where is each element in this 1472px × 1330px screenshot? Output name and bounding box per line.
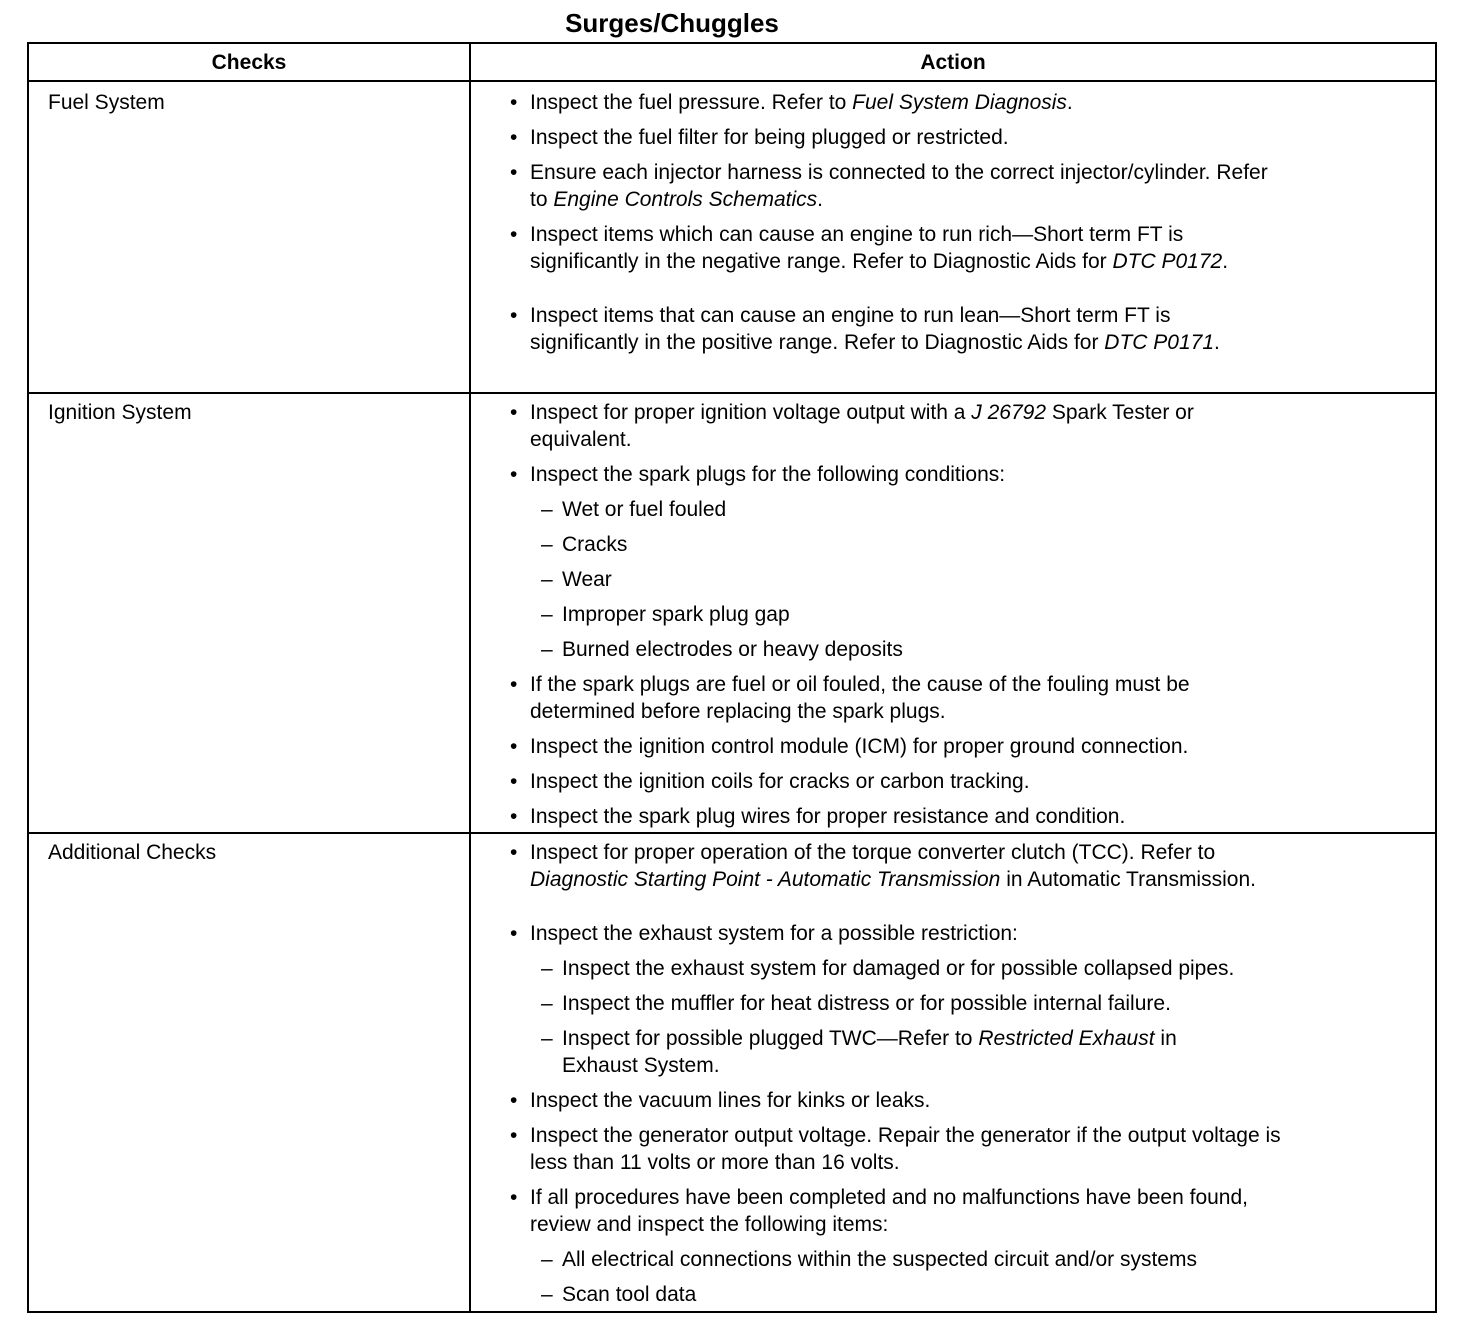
check-label: Fuel System: [48, 91, 165, 114]
bullet-icon: •: [510, 673, 518, 696]
bullet-icon: •: [510, 805, 518, 828]
text-segment: in Automatic Transmission.: [1000, 868, 1256, 891]
action-list: [510, 89, 1435, 364]
bullet-icon: •: [510, 126, 518, 149]
list-item: [510, 399, 1435, 453]
sub-list-item: [510, 1281, 1435, 1308]
text-segment: Cracks: [562, 533, 628, 556]
dash-icon: –: [541, 1027, 553, 1050]
text-segment: If the spark plugs are fuel or oil fouled, the cause of the fouling must be: [530, 673, 1190, 696]
text-line: [530, 920, 1435, 947]
text-segment: Ensure each injector harness is connected to the correct injector/cylinder. Refer: [530, 161, 1268, 184]
bullet-icon: •: [510, 841, 518, 864]
text-line: [530, 1122, 1435, 1149]
text-segment: .: [1214, 331, 1220, 354]
sub-list-item: [510, 955, 1435, 982]
text-line: [562, 496, 1435, 523]
dash-icon: –: [541, 992, 553, 1015]
text-segment: Exhaust System.: [562, 1054, 720, 1077]
text-segment: Inspect the generator output voltage. Repair the generator if the output voltage is: [530, 1124, 1281, 1147]
text-segment: Burned electrodes or heavy deposits: [562, 638, 903, 661]
text-segment: Spark Tester or: [1046, 401, 1194, 424]
text-line: [562, 1246, 1435, 1273]
sub-list-item: [510, 1246, 1435, 1273]
text-line: [562, 955, 1435, 982]
list-item: [510, 1087, 1435, 1114]
text-line: [562, 566, 1435, 593]
text-line: [562, 990, 1435, 1017]
table-row: [29, 392, 1435, 834]
text-line: [530, 329, 1435, 356]
dash-icon: –: [541, 638, 553, 661]
text-segment: Inspect the fuel pressure. Refer to: [530, 91, 853, 114]
text-line: [562, 1281, 1435, 1308]
text-segment: .: [1222, 250, 1229, 273]
text-line: [562, 1052, 1435, 1079]
bullet-icon: •: [510, 304, 518, 327]
bullet-icon: •: [510, 463, 518, 486]
list-item: [510, 221, 1435, 275]
action-list: [510, 839, 1435, 1316]
text-line: [530, 768, 1435, 795]
text-segment: Inspect items which can cause an engine to run rich—Short term FT is: [530, 223, 1184, 246]
text-segment: Inspect for possible plugged TWC—Refer to: [562, 1027, 979, 1050]
text-line: [530, 399, 1435, 426]
text-segment: significantly in the positive range. Refer to Diagnostic Aids for: [530, 331, 1105, 354]
text-segment: less than 11 volts or more than 16 volts.: [530, 1151, 900, 1174]
dash-icon: –: [541, 1283, 553, 1306]
sub-list-item: [510, 990, 1435, 1017]
text-line: [530, 248, 1435, 275]
bullet-icon: •: [510, 735, 518, 758]
text-line: [530, 733, 1435, 760]
text-segment: Wet or fuel fouled: [562, 498, 727, 521]
text-line: [530, 839, 1435, 866]
check-label: Additional Checks: [48, 841, 217, 864]
text-segment: determined before replacing the spark plugs.: [530, 700, 946, 723]
list-item: [510, 1184, 1435, 1238]
dash-icon: –: [541, 1248, 553, 1271]
text-segment: Inspect the fuel filter for being plugged or restricted.: [530, 126, 1009, 149]
bullet-icon: •: [510, 922, 518, 945]
text-line: [530, 866, 1435, 893]
list-item: [510, 159, 1435, 213]
list-item: [510, 124, 1435, 151]
dash-icon: –: [541, 957, 553, 980]
text-line: [530, 803, 1435, 830]
diagnosis-table: [27, 42, 1437, 1313]
table-row: [29, 82, 1435, 394]
text-segment: in: [1154, 1027, 1177, 1050]
text-segment: review and inspect the following items:: [530, 1213, 889, 1236]
bullet-icon: •: [510, 161, 518, 184]
list-item: [510, 768, 1435, 795]
sub-list-item: [510, 636, 1435, 663]
text-line: [530, 698, 1435, 725]
list-item: [510, 733, 1435, 760]
text-line: [530, 1087, 1435, 1114]
sub-list-item: [510, 566, 1435, 593]
bullet-icon: •: [510, 1089, 518, 1112]
bullet-icon: •: [510, 1124, 518, 1147]
text-line: [562, 636, 1435, 663]
table-row: [29, 832, 1435, 1311]
dash-icon: –: [541, 498, 553, 521]
text-line: [530, 1211, 1435, 1238]
list-item: [510, 89, 1435, 116]
list-item: [510, 302, 1435, 356]
reference-text: Engine Controls Schematics: [553, 188, 818, 211]
reference-text: Fuel System Diagnosis: [852, 91, 1067, 114]
bullet-icon: •: [510, 223, 518, 246]
text-segment: Wear: [562, 568, 612, 591]
reference-text: DTC P0171: [1104, 331, 1215, 354]
check-label: Ignition System: [48, 401, 192, 424]
sub-list-item: [510, 601, 1435, 628]
sub-list-item: [510, 1025, 1435, 1079]
text-segment: Inspect the vacuum lines for kinks or leaks.: [530, 1089, 931, 1112]
text-line: [530, 671, 1435, 698]
sub-list-item: [510, 496, 1435, 523]
text-line: [530, 426, 1435, 453]
sub-list-item: [510, 531, 1435, 558]
text-line: [530, 159, 1435, 186]
header-checks: Checks: [29, 44, 469, 82]
reference-text: Diagnostic Starting Point - Automatic Transmission: [530, 868, 1001, 891]
action-list: [510, 399, 1435, 838]
text-segment: Inspect the muffler for heat distress or for possible internal failure.: [562, 992, 1171, 1015]
text-line: [530, 461, 1435, 488]
text-segment: Inspect the ignition coils for cracks or carbon tracking.: [530, 770, 1030, 793]
text-segment: Inspect for proper ignition voltage output with a: [530, 401, 972, 424]
bullet-icon: •: [510, 401, 518, 424]
text-segment: Improper spark plug gap: [562, 603, 790, 626]
text-segment: If all procedures have been completed and no malfunctions have been found,: [530, 1186, 1248, 1209]
bullet-icon: •: [510, 770, 518, 793]
text-line: [530, 302, 1435, 329]
reference-text: J 26792: [971, 401, 1047, 424]
list-item: [510, 839, 1435, 893]
header-action: Action: [471, 44, 1435, 82]
text-line: [562, 601, 1435, 628]
bullet-icon: •: [510, 1186, 518, 1209]
list-item: [510, 803, 1435, 830]
list-item: [510, 920, 1435, 947]
list-item: [510, 1122, 1435, 1176]
text-line: [530, 124, 1435, 151]
text-segment: .: [1066, 91, 1073, 114]
text-line: [530, 1184, 1435, 1211]
page-title: Surges/Chuggles: [565, 8, 779, 38]
text-segment: Inspect the spark plugs for the following conditions:: [530, 463, 1006, 486]
list-item: [510, 671, 1435, 725]
text-segment: .: [817, 188, 823, 211]
reference-text: Restricted Exhaust: [978, 1027, 1155, 1050]
text-segment: Inspect the exhaust system for a possible restriction:: [530, 922, 1018, 945]
text-segment: to: [530, 188, 554, 211]
text-segment: Inspect for proper operation of the torque converter clutch (TCC). Refer to: [530, 841, 1216, 864]
text-segment: All electrical connections within the suspected circuit and/or systems: [562, 1248, 1197, 1271]
reference-text: DTC P0172: [1112, 250, 1223, 273]
text-segment: equivalent.: [530, 428, 632, 451]
text-segment: Scan tool data: [562, 1283, 697, 1306]
text-segment: Inspect the exhaust system for damaged or for possible collapsed pipes.: [562, 957, 1235, 980]
text-line: [530, 1149, 1435, 1176]
text-line: [530, 186, 1435, 213]
text-line: [562, 531, 1435, 558]
text-line: [562, 1025, 1435, 1052]
text-segment: Inspect items that can cause an engine to run lean—Short term FT is: [530, 304, 1171, 327]
text-segment: Inspect the ignition control module (ICM) for proper ground connection.: [530, 735, 1189, 758]
dash-icon: –: [541, 568, 553, 591]
dash-icon: –: [541, 533, 553, 556]
text-segment: Inspect the spark plug wires for proper resistance and condition.: [530, 805, 1126, 828]
bullet-icon: •: [510, 91, 518, 114]
list-item: [510, 461, 1435, 488]
text-line: [530, 221, 1435, 248]
text-segment: significantly in the negative range. Refer to Diagnostic Aids for: [530, 250, 1113, 273]
dash-icon: –: [541, 603, 553, 626]
text-line: [530, 89, 1435, 116]
